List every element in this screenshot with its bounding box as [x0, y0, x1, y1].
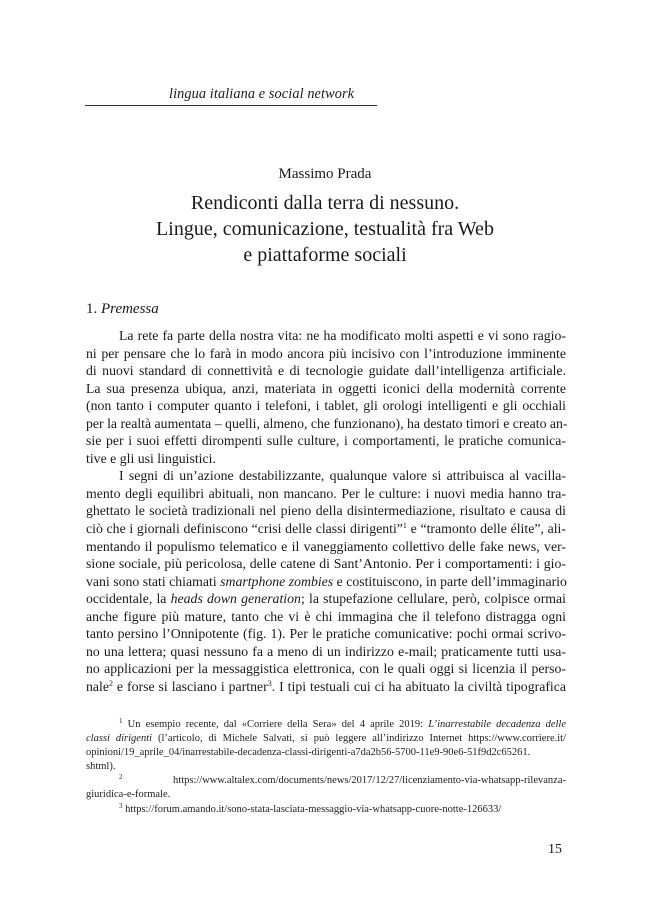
paragraph-line: anche figure più mature, tanto che vi è chi immagina che il telefono distragga ogni [86, 608, 566, 624]
paragraph-line: tive e gli usi linguistici. [86, 450, 216, 466]
footnote-italic: L’inarrestabile decadenza delle [428, 719, 566, 730]
footnote-text: https://forum.amando.it/sono-stata-lasciata-messaggio-via-whatsapp-cuore-notte-126633/ [122, 803, 502, 815]
title-line: e piattaforme sociali [243, 244, 407, 266]
footnote-ref: 1 [402, 521, 407, 531]
footnote-text: Un esempio recente, dal «Corriere della Sera» del 4 aprile 2019: [122, 719, 429, 730]
italic-term: heads down generation [170, 591, 301, 607]
footnote-line: shtml). [86, 761, 116, 773]
paragraph-line [86, 520, 566, 538]
footnote-line: opinioni/19_aprile_04/inarrestabile-decadenza-classi-dirigenti-a7da2b56-5700-11e9-90e6-51f9d2c65261. [86, 747, 531, 759]
footnote-text: https://www.altalex.com/documents/news/2017/12/27/licenziamento-via-whatsapp-rilevanza- [122, 775, 566, 787]
line-text: e forse si lasciano i partner [112, 678, 268, 694]
footnote-line [86, 774, 566, 788]
footnote-italic: classi dirigenti [86, 733, 153, 745]
header-rule [85, 105, 377, 106]
line-text: e costituiscono, in parte dell’immaginario [333, 573, 567, 589]
footnote-line [86, 718, 566, 732]
footnote-ref: 2 [108, 678, 113, 688]
title-line: Lingue, comunicazione, testualità fra Web [156, 218, 494, 240]
paragraph-line: sione sociale, più pericolosa, delle catene di Sant’Antonio. Per i comportamenti: i gio- [86, 556, 566, 572]
footnote-line: giuridica-e-formale. [86, 789, 171, 801]
line-text: e “tramonto delle élite”, ali- [406, 521, 566, 537]
line-text: . I tipi testuali cui ci ha abituato la civiltà tipografica [271, 678, 566, 694]
footnote-text: (l’articolo, di Michele Salvati, si può leggere all’indirizzo Internet https://www.corriere.it/ [152, 733, 566, 745]
paragraph-line: mentando il populismo telematico e il vaneggiamento collettivo delle fake news, ver- [86, 538, 566, 554]
paragraph-line: La sua presenza ubiqua, anzi, materiata in oggetti iconici della modernità corrente [86, 380, 566, 396]
line-text: vani sono stati chiamati [86, 573, 221, 589]
title-line: Rendiconti dalla terra di nessuno. [190, 192, 460, 214]
paragraph-line: no applicazioni per la messaggistica elettronica, con le quali oggi si licenzia il perso- [86, 661, 566, 677]
article-title [120, 190, 530, 268]
paragraph-line [86, 590, 566, 608]
author-name: Massimo Prada [278, 166, 372, 182]
line-text: ciò che i giornali definiscono “crisi delle classi dirigenti” [86, 521, 403, 537]
paragraph-line [86, 678, 566, 696]
section-heading [86, 301, 159, 318]
body-text [86, 327, 566, 695]
paragraph-line: (non tanto i computer quanto i telefoni, i tablet, gli orologi intelligenti e gli occhiali [86, 398, 566, 414]
paragraph-line: ghettato le società tradizionali nel pieno della disintermediazione, risultato e causa di [86, 503, 566, 519]
paragraph-line: mento degli equilibri abituali, non mancano. Per le culture: i nuovi media hanno tra- [86, 485, 566, 501]
footnote-mark: 1 [119, 717, 123, 725]
paragraph-line: no una lettera; quasi nessuno fa a meno di un indirizzo e-mail; praticamente tutti usa- [86, 643, 566, 659]
paragraph-line: I segni di un’azione destabilizzante, qualunque valore si attribuisca al vacilla- [119, 468, 566, 484]
paragraph-line: ni per pensare che lo farà in modo ancora più incisivo con l’introduzione imminente [86, 345, 566, 361]
paragraph-line: La rete fa parte della nostra vita: ne ha modificato molti aspetti e vi sono ragio- [119, 328, 566, 343]
section-number: 1. [86, 301, 98, 317]
paragraph-line: per la realtà aumentata – quelli, almeno, che funzionano), ha destato timori e creato an- [86, 415, 568, 431]
line-text: nale [86, 678, 109, 694]
line-text: occidentale, la [86, 591, 171, 607]
line-text: ; la stupefazione cellulare, però, colpisce ormai [300, 591, 566, 607]
footnote-line [86, 803, 566, 817]
footnotes [86, 718, 566, 817]
page-number: 15 [548, 842, 562, 857]
section-title: Premessa [101, 301, 159, 317]
footnote-mark: 3 [119, 801, 123, 810]
footnote-line [86, 732, 566, 746]
footnote-ref: 3 [267, 678, 272, 688]
running-head: lingua italiana e social network [169, 86, 355, 102]
italic-term: smartphone zombies [220, 573, 334, 589]
paragraph-line: tanto persino l’Onnipotente (fig. 1). Per le pratiche comunicative: pochi ormai scrivo- [86, 626, 566, 642]
paragraph-line [86, 573, 566, 591]
paragraph-line: di nuovi standard di connettività e di tecnologie guidate dall’intelligenza artificiale. [86, 363, 566, 379]
footnote-mark: 2 [119, 773, 123, 782]
paragraph-line: sie per i suoi effetti dirompenti sulle culture, i comportamenti, le pratiche comunica- [86, 433, 566, 449]
